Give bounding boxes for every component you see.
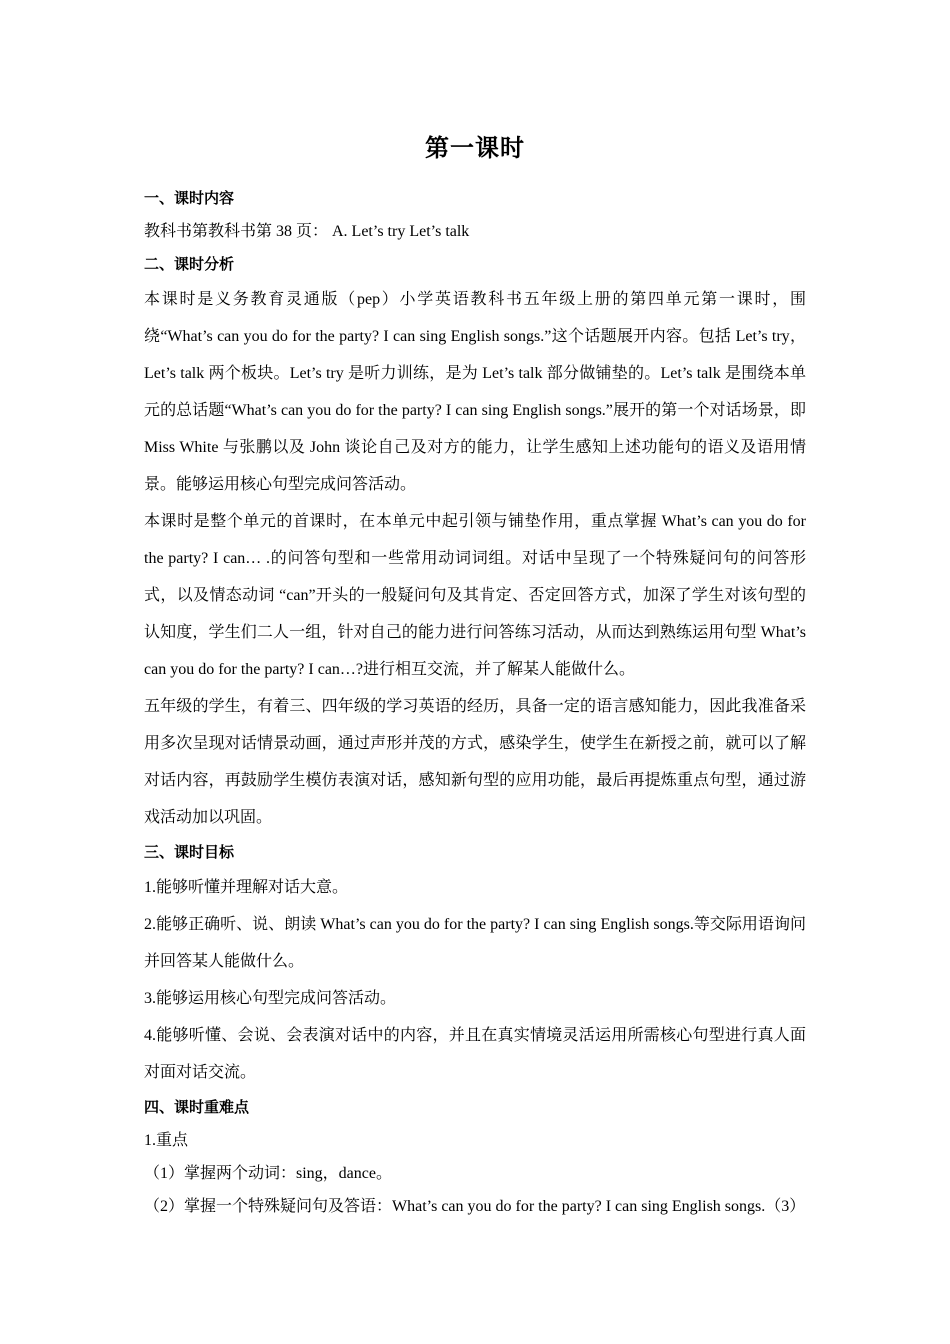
goal-item-1: 1.能够听懂并理解对话大意。 — [144, 879, 349, 896]
section-heading-key-points: 四、课时重难点 — [144, 1098, 250, 1116]
section-heading-goals: 三、课时目标 — [144, 843, 235, 861]
analysis-paragraph-2: 本课时是整个单元的首课时，在本单元中起引领与铺垫作用，重点掌握 What’s can you do for the party? I can… .的问答句型和一些常用动词词组。对话中呈现了一个特殊疑问句的问答形式，以及情态动词 “can”开头的一般疑问句及其肯定、否定回答方式，加深了学生对该句型的认知度，学生们二人一组，针对自己的能力进行问答练习活动，从而达到熟练运用句型 What’s can you do for the party? I can…?进行相互交流，并了解某人能做什么。 — [144, 513, 806, 678]
analysis-paragraph-1: 本课时是义务教育灵通版（pep）小学英语教科书五年级上册的第四单元第一课时，围绕“What’s can you do for the party? I can sing English songs.”这个话题展开内容。包括 Let’s try，Let’s talk 两个板块。Let’s try 是听力训练，是为 Let’s talk 部分做铺垫的。Let’s talk 是围绕本单元的总话题“What’s can you do for the party? I can sing English songs.”展开的第一个对话场景，即 Miss White 与张鹏以及 John 谈论自己及对方的能力，让学生感知上述功能句的语义及语用情景。能够运用核心句型完成问答活动。 — [144, 291, 806, 493]
document-title: 第一课时 — [425, 134, 525, 162]
section-heading-analysis: 二、课时分析 — [144, 255, 235, 273]
analysis-paragraph-3: 五年级的学生，有着三、四年级的学习英语的经历，具备一定的语言感知能力，因此我准备采用多次呈现对话情景动画，通过声形并茂的方式，感染学生，使学生在新授之前，就可以了解对话内容，再鼓励学生模仿表演对话，感知新句型的应用功能，最后再提炼重点句型，通过游戏活动加以巩固。 — [144, 698, 806, 826]
key-points-subheading: 1.重点 — [144, 1132, 189, 1149]
key-point-item-1: （1）掌握两个动词：sing，dance。 — [144, 1165, 392, 1182]
goal-item-2: 2.能够正确听、说、朗读 What’s can you do for the party? I can sing English songs.等交际用语询问并回答某人能做什么。 — [144, 916, 806, 970]
section-heading-content: 一、课时内容 — [144, 189, 235, 207]
goal-item-3: 3.能够运用核心句型完成问答活动。 — [144, 990, 397, 1007]
goal-item-4: 4.能够听懂、会说、会表演对话中的内容，并且在真实情境灵活运用所需核心句型进行真人面对面对话交流。 — [144, 1027, 806, 1081]
section-content-text: 教科书第教科书第 38 页： A. Let’s try Let’s talk — [144, 223, 470, 240]
document-body — [144, 128, 806, 1223]
key-point-item-2: （2）掌握一个特殊疑问句及答语：What’s can you do for the party? I can sing English songs.（3） — [144, 1198, 806, 1215]
